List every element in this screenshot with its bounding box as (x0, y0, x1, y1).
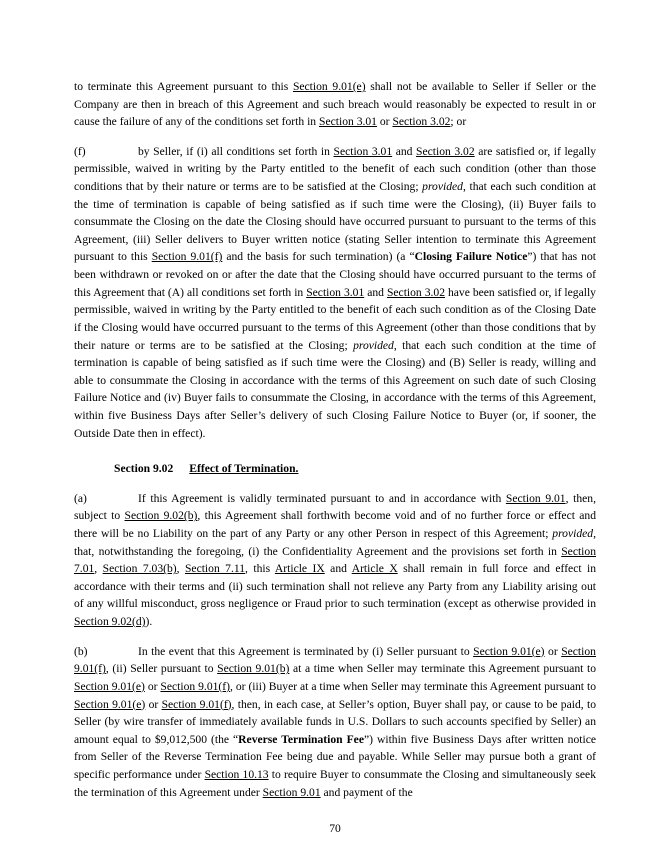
italic-term: provided (422, 180, 463, 194)
document-body (74, 78, 596, 801)
section-reference[interactable]: Section 9.02(d) (74, 615, 146, 629)
section-heading-title: Effect of Termination. (189, 462, 299, 476)
section-reference[interactable]: Section 9.01(f) (161, 697, 232, 711)
paragraph-block-after-heading (74, 490, 596, 801)
section-reference[interactable]: Section 9.01(e) (292, 80, 366, 93)
section-reference[interactable]: Section 9.01(f) (160, 679, 231, 693)
paragraph-label: (f) (74, 144, 86, 158)
section-reference[interactable]: Section 9.01 (262, 785, 321, 799)
section-reference[interactable]: Section 3.02 (392, 115, 451, 129)
section-reference[interactable]: Section 3.02 (386, 285, 445, 299)
italic-term: provided (552, 527, 594, 541)
defined-term: Closing Failure Notice (414, 250, 528, 264)
section-reference[interactable]: Article X (351, 562, 398, 576)
section-reference[interactable]: Section 9.01(f) (151, 250, 223, 264)
section-reference[interactable]: Section 3.02 (416, 144, 475, 158)
section-reference[interactable]: Section 3.01 (306, 285, 365, 299)
section-reference[interactable]: Section 7.03(b) (102, 562, 177, 576)
paragraph-p-b: (b) In the event that this Agreement is terminated by (i) Seller pursuant to Section 9.01(e) or Section 9.01(f), (ii) Seller pursuant to Section 9.01(b) at a time when Seller may terminate this Agreement pursuant to Section 9.01(e) or Section 9.01(f), or (iii) Buyer at a time when Seller may terminate this Agreement pursuant to Section 9.01(e) or Section 9.01(f), then, in each case, at Seller’s option, Buyer shall pay, or cause to be paid, to Seller (by wire transfer of immediately available funds in U.S. Dollars to such accounts specified by Seller) an amount equal to $9,012,500 (the “Reverse Termination Fee”) within five Business Days after written notice from Seller of the Reverse Termination Fee being due and payable. While Seller may pursue both a grant of specific performance under Section 10.13 to require Buyer to consummate the Closing and simultaneously seek the termination of this Agreement under Section 9.01 and payment of the (74, 644, 596, 799)
section-reference[interactable]: Section 3.01 (319, 115, 377, 129)
section-reference[interactable]: Section 9.02(b) (124, 509, 198, 523)
section-reference[interactable]: Section 9.01(e) (74, 679, 145, 693)
section-reference[interactable]: Section 10.13 (204, 767, 269, 781)
paragraph-block-before-heading (74, 78, 596, 442)
defined-term: Reverse Termination Fee (238, 732, 364, 746)
paragraph-p-continuation: to terminate this Agreement pursuant to this Section 9.01(e) shall not be available to Seller if Seller or the Company are then in breach of this Agreement and such breach would reasonably be expected to result in or cause the failure of any of the conditions set forth in Section 3.01 or Section 3.02; or (74, 80, 596, 129)
section-heading-number: Section 9.02 (114, 462, 174, 476)
section-reference[interactable]: Section 9.01 (505, 491, 566, 505)
section-reference[interactable]: Section 7.01 (74, 544, 596, 576)
paragraph-label: (b) (74, 644, 88, 658)
italic-term: provided (353, 338, 394, 352)
section-reference[interactable]: Section 7.11 (184, 562, 246, 576)
section-reference[interactable]: Section 9.01(e) (473, 644, 545, 658)
paragraph-p-a: (a) If this Agreement is validly terminated pursuant to and in accordance with Section 9.01, then, subject to Section 9.02(b), this Agreement shall forthwith become void and of no further force or effect and there will be no Liability on the part of any Party or any other Person in respect of this Agreement; provided, that, notwithstanding the foregoing, (i) the Confidentiality Agreement and the provisions set forth in Section 7.01, Section 7.03(b), Section 7.11, this Article IX and Article X shall remain in full force and effect in accordance with their terms and (ii) such termination shall not relieve any Party from any Liability arising out of any willful misconduct, gross negligence or Fraud prior to such termination (except as otherwise provided in Section 9.02(d)). (74, 491, 597, 629)
section-reference[interactable]: Section 3.01 (333, 144, 393, 158)
section-reference[interactable]: Article IX (274, 562, 325, 576)
page-number: 70 (329, 822, 341, 835)
paragraph-label: (a) (74, 491, 87, 505)
section-heading (74, 460, 596, 478)
section-reference[interactable]: Section 9.01(e) (74, 697, 146, 711)
paragraph-p-f: (f) by Seller, if (i) all conditions set forth in Section 3.01 and Section 3.02 are satisfied or, if legally permissible, waived in writing by the Party entitled to the benefit of each such condition (other than those conditions that by their nature or terms are to be satisfied at the Closing; provided, that each such condition at the time of termination is capable of being satisfied as if such time were the Closing), (ii) Buyer fails to consummate the Closing on the date the Closing should have occurred pursuant to pursuant to the terms of this Agreement, (iii) Seller delivers to Buyer written notice (stating Seller intention to terminate this Agreement pursuant to this Section 9.01(f) and the basis for such termination) (a “Closing Failure Notice”) that has not been withdrawn or revoked on or after the date that the Closing should have occurred pursuant to the terms of this Agreement that (A) all conditions set forth in Section 3.01 and Section 3.02 have been satisfied or, if legally permissible, waived in writing by the Party entitled to the benefit of each such condition as of the Closing Date if the Closing would have occurred pursuant to the terms of this Agreement (other than those conditions that by their nature or terms are to be satisfied at the Closing; provided, that each such condition at the time of termination is capable of being satisfied as if such time were the Closing) and (B) Seller is ready, willing and able to consummate the Closing in accordance with the terms of this Agreement on such date of such Closing Failure Notice and (iv) Buyer fails to consummate the Closing, in accordance with the terms of this Agreement, within five Business Days after Seller’s delivery of such Closing Failure Notice to Buyer (or, if sooner, the Outside Date then in effect). (74, 144, 597, 440)
section-reference[interactable]: Section 9.01(f) (74, 644, 596, 676)
section-reference[interactable]: Section 9.01(b) (217, 662, 290, 676)
